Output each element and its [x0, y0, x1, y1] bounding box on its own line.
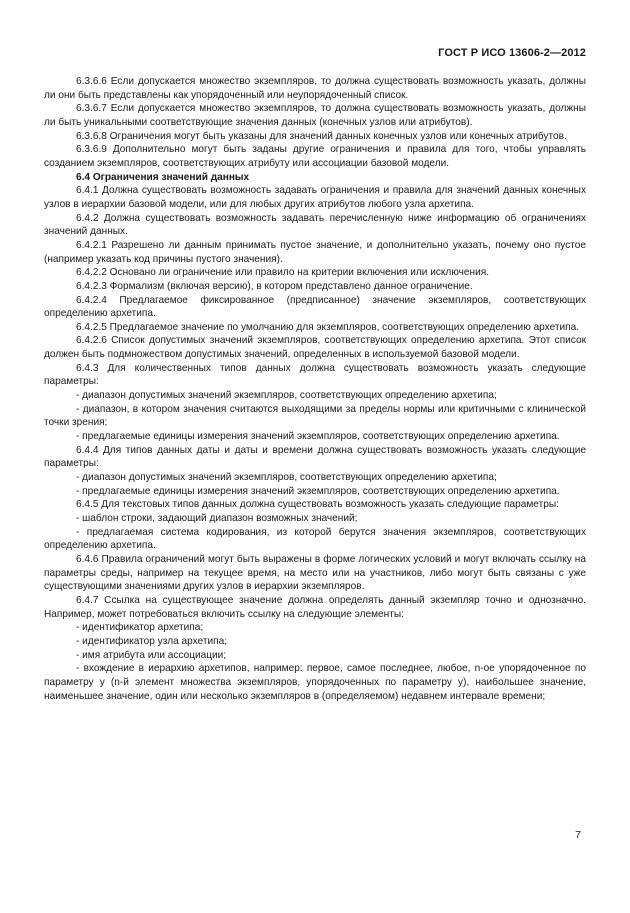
- list-item: - диапазон, в котором значения считаются выходящими за пределы нормы или критичными с клинической точки зрения;: [44, 403, 586, 429]
- paragraph-6-4-2: 6.4.2 Должна существовать возможность задавать перечисленную ниже информацию об ограничениях значений данных.: [44, 212, 586, 238]
- list-item: - диапазон допустимых значений экземпляров, соответствующих определению архетипа;: [76, 472, 497, 484]
- paragraph-6-3-6-8: 6.3.6.8 Ограничения могут быть указаны для значений данных конечных узлов или конечных атрибутов.: [76, 130, 567, 142]
- paragraph-6-4-2-4: 6.4.2.4 Предлагаемое фиксированное (предписанное) значение экземпляров, соответствующих определению архетипа.: [44, 294, 586, 320]
- paragraph-6-4-7: 6.4.7 Ссылка на существующее значение должна определять данный экземпляр точно и однозначно. Например, может потребоваться включить ссылку на следующие элементы:: [44, 594, 586, 620]
- paragraph-6-4-2-1: 6.4.2.1 Разрешено ли данным принимать пустое значение, и дополнительно указать, почему оно пустое (например указать код причины пустого значения).: [44, 239, 586, 265]
- list-item: - имя атрибута или ассоциации;: [76, 649, 227, 661]
- list-item: - предлагаемая система кодирования, из которой берутся значения экземпляров, соответствующих определению архетипа.: [44, 526, 586, 552]
- paragraph-6-4-2-6: 6.4.2.6 Список допустимых значений экземпляров, соответствующих определению архетипа. Этот список должен быть подмножеством допустимых значений, определенных в используемой базовой модели.: [44, 335, 586, 361]
- paragraph-6-3-6-6: 6.3.6.6 Если допускается множество экземпляров, то должна существовать возможность указать, должны ли они быть представлены как упорядоченный или неупорядоченный список.: [44, 76, 586, 101]
- paragraph-6-4-2-5: 6.4.2.5 Предлагаемое значение по умолчанию для экземпляров, соответствующих определению архетипа.: [76, 321, 580, 333]
- paragraph-6-3-6-7: 6.3.6.7 Если допускается множество экземпляров, то должна существовать возможность указать, должны ли быть уникальными соответствующие значения данных (конечных узлов или атрибутов).: [44, 103, 586, 128]
- paragraph-6-4-4: 6.4.4 Для типов данных даты и даты и времени должна существовать возможность указать следующие параметры:: [44, 444, 586, 470]
- paragraph-6-4-3: 6.4.3 Для количественных типов данных должна существовать возможность указать следующие параметры:: [44, 362, 586, 388]
- standard-header: ГОСТ Р ИСО 13606-2—2012: [438, 47, 586, 59]
- list-item: - вхождение в иерархию архетипов, например: первое, самое последнее, любое, n-ое упорядоченное по параметру y (n-й элемент множества экземпляров, упорядоченных по параметру y), наибольшее значение, наименьшее значение, один или несколько экземпляров в (определяемом) недавнем интервале времени;: [44, 663, 586, 702]
- paragraph-6-4-6: 6.4.6 Правила ограничений могут быть выражены в форме логических условий и могут включать ссылку на параметры среды, например на текущее время, на место или на участников, либо могут быть связаны с уже существующими значениями других узлов в иерархии экземпляров.: [44, 553, 586, 593]
- list-item: - диапазон допустимых значений экземпляров, соответствующих определению архетипа;: [76, 390, 497, 402]
- paragraph-6-4-2-2: 6.4.2.2 Основано ли ограничение или правило на критерии включения или исключения.: [76, 267, 490, 279]
- paragraph-6-4-2-3: 6.4.2.3 Формализм (включая версию), в котором представлено данное ограничение.: [76, 280, 473, 292]
- paragraph-6-3-6-9: 6.3.6.9 Дополнительно могут быть заданы другие ограничения и правила для того, чтобы управлять созданием экземпляров, соответствующих атрибуту или ассоциации базовой модели.: [44, 144, 586, 169]
- paragraph-6-4-5: 6.4.5 Для текстовых типов данных должна существовать возможность указать следующие параметры:: [76, 499, 559, 511]
- list-item: - шаблон строки, задающий диапазон возможных значений;: [76, 513, 358, 524]
- document-body: [44, 75, 586, 703]
- page-number: 7: [575, 829, 581, 841]
- list-item: - предлагаемые единицы измерения значений экземпляров, соответствующих определению архетипа.: [76, 431, 560, 443]
- list-item: - идентификатор узла архетипа;: [76, 635, 227, 647]
- section-heading-6-4: 6.4 Ограничения значений данных: [76, 171, 250, 183]
- list-item: - предлагаемые единицы измерения значений экземпляров, соответствующих определению архетипа.: [76, 485, 560, 497]
- paragraph-6-4-1: 6.4.1 Должна существовать возможность задавать ограничения и правила для значений данных конечных узлов в иерархии базовой модели, или для любых других атрибутов любого узла архетипа.: [44, 185, 586, 210]
- list-item: - идентификатор архетипа;: [76, 622, 204, 634]
